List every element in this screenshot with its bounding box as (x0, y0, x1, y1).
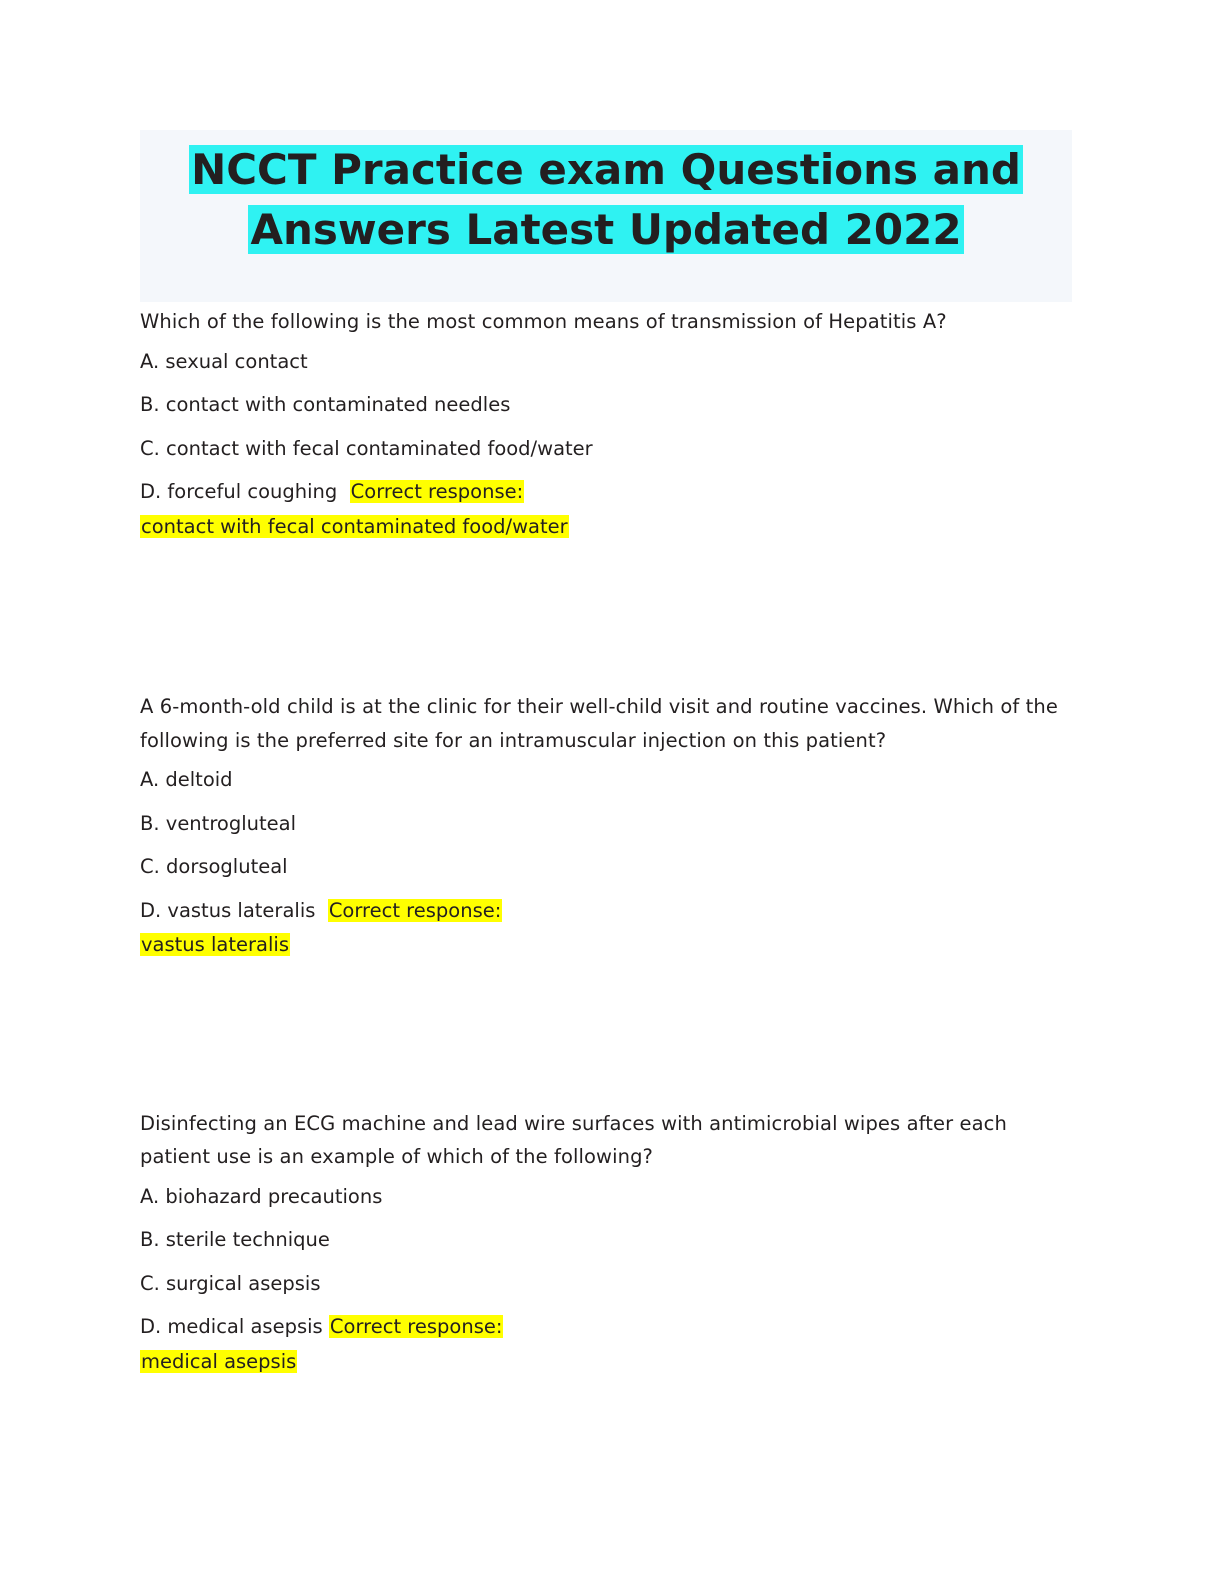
question-option (140, 1314, 1080, 1341)
page-title-line-1: NCCT Practice exam Questions and (191, 145, 1021, 194)
question-stem: Disinfecting an ECG machine and lead wire surfaces with antimicrobial wipes after each patient use is an example of which of the following? (140, 1111, 1007, 1169)
question-block (140, 305, 1080, 540)
question-option (140, 898, 1080, 925)
correct-response-label: Correct response: (328, 898, 502, 922)
question-option: A. sexual contact (140, 349, 308, 373)
question-block (140, 690, 1080, 959)
question-option (140, 479, 1080, 506)
question-option: B. sterile technique (140, 1228, 330, 1252)
question-block (140, 1107, 1080, 1376)
question-stem: Which of the following is the most common means of transmission of Hepatitis A? (140, 310, 947, 333)
question-option-text: D. forceful coughing (140, 480, 338, 504)
correct-answer (140, 932, 1080, 959)
page-title-line-2: Answers Latest Updated 2022 (250, 204, 962, 254)
question-option: C. contact with fecal contaminated food/water (140, 436, 593, 460)
correct-response-label: Correct response: (350, 480, 524, 504)
question-option: B. ventrogluteal (140, 811, 296, 835)
section-spacer (140, 959, 1080, 1107)
correct-answer (140, 514, 1080, 541)
document-body (140, 305, 1080, 1375)
correct-response-label: Correct response: (329, 1315, 503, 1339)
question-option: C. surgical asepsis (140, 1271, 321, 1295)
correct-answer-text: vastus lateralis (141, 933, 289, 957)
section-spacer (140, 540, 1080, 690)
correct-answer-text: medical asepsis (141, 1349, 297, 1373)
question-option-text: D. medical asepsis (140, 1315, 323, 1339)
question-option: B. contact with contaminated needles (140, 393, 511, 417)
question-option: A. biohazard precautions (140, 1184, 383, 1208)
question-option-text: D. vastus lateralis (140, 898, 316, 922)
correct-answer (140, 1349, 1080, 1376)
question-option: C. dorsogluteal (140, 855, 288, 879)
question-stem: A 6-month-old child is at the clinic for their well-child visit and routine vaccines. Which of the following is the preferred site for an intramuscular injection on this patient? (140, 695, 1058, 752)
question-option: A. deltoid (140, 768, 233, 792)
correct-answer-text: contact with fecal contaminated food/water (141, 514, 568, 538)
page-title (140, 140, 1072, 259)
